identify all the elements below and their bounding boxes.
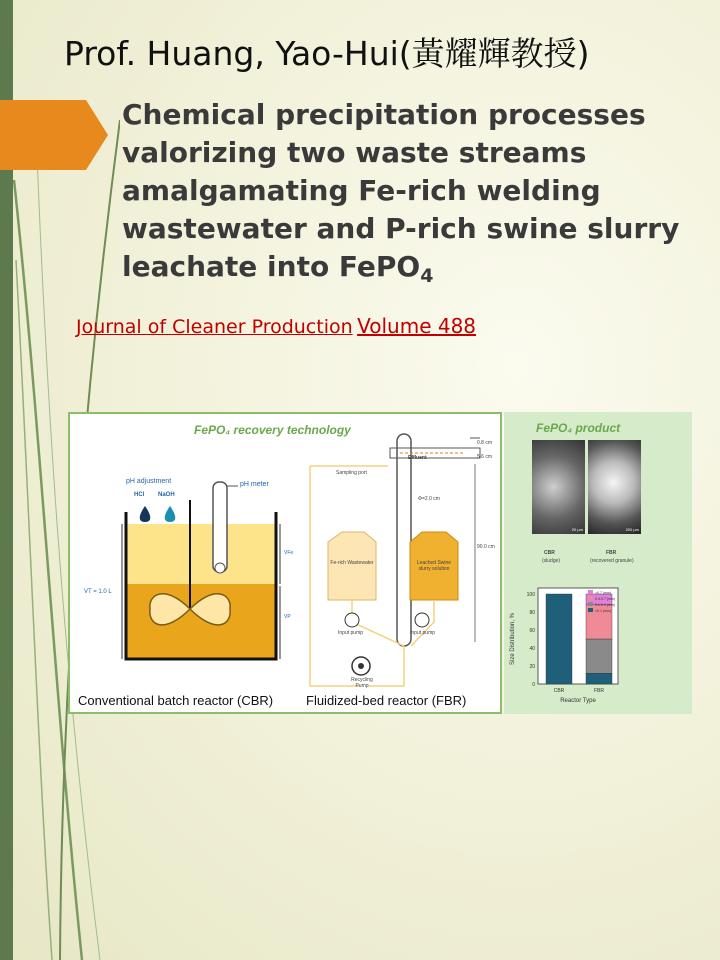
- bar-segment: [586, 639, 612, 673]
- journal-volume-link[interactable]: Volume 488: [357, 314, 477, 338]
- legend-label: <0.1 (mm): [595, 609, 612, 613]
- journal-reference: [76, 314, 476, 338]
- size-distribution-chart: [504, 572, 692, 712]
- naoh-label: NaOH: [158, 492, 175, 498]
- y-tick-label: 100: [526, 592, 535, 598]
- y-tick-label: 40: [529, 646, 535, 652]
- fbr-caption: Fluidized-bed reactor (FBR): [306, 693, 467, 708]
- legend-swatch: [588, 590, 593, 594]
- recovery-technology-panel: [68, 412, 502, 714]
- y-tick-label: 60: [529, 628, 535, 634]
- y-tick-label: 80: [529, 610, 535, 616]
- legend-label: >0.7 (mm): [595, 591, 612, 595]
- slide-title: Prof. Huang, Yao-Hui(黃耀輝教授): [64, 34, 590, 73]
- dim-2-label: 5.6 cm: [477, 454, 493, 460]
- sem-sub-cbr: (sludge): [542, 558, 561, 564]
- product-heading: FePO₄ product: [536, 421, 621, 435]
- legend-swatch: [588, 596, 593, 600]
- legend-swatch: [588, 608, 593, 612]
- y-tick-label: 20: [529, 664, 535, 670]
- effluent-label: Effluent: [408, 455, 427, 461]
- recovery-technology-heading: FePO₄ recovery technology: [194, 423, 351, 437]
- slide-subtitle: [122, 96, 702, 295]
- ph-meter-label: pH meter: [240, 481, 269, 488]
- dim-4-label: 90.0 cm: [477, 544, 495, 550]
- sem-image-cbr: [532, 440, 585, 534]
- sem-sub-fbr: (recovered granule): [590, 558, 634, 564]
- sem-scale-2: 200 μm: [625, 527, 639, 532]
- input-pump-2-label: Input pump: [410, 630, 436, 636]
- graphical-abstract: [68, 412, 692, 714]
- journal-name-link[interactable]: Journal of Cleaner Production: [76, 316, 353, 338]
- x-tick-label: CBR: [553, 688, 565, 694]
- sampling-port-label: Sampling port: [336, 470, 367, 476]
- bar-segment: [546, 594, 572, 684]
- sem-image-fbr: [588, 440, 641, 534]
- subtitle-text: Chemical precipitation processes valorizing two waste streams amalgamating Fe-rich welding wastewater and P-rich swine slurry leachate into FePO: [122, 98, 680, 283]
- input-pump-1-label: Input pump: [338, 630, 364, 636]
- legend-label: 0.4-0.7 (mm): [595, 597, 616, 601]
- orange-arrow-icon: [0, 100, 108, 170]
- v-t-label: VT = 1.0 L: [84, 589, 112, 595]
- hcl-label: HCl: [134, 492, 145, 498]
- product-panel: [504, 412, 692, 714]
- sem-scale-1: 20 μm: [571, 527, 583, 532]
- bar-segment: [586, 673, 612, 684]
- p-tank-label: Leached Swine slurry solution: [416, 560, 452, 572]
- y-tick-label: 0: [532, 682, 535, 688]
- x-axis-label: Reactor Type: [560, 698, 596, 704]
- dim-3-label: Φ=2.0 cm: [418, 496, 440, 502]
- recycling-pump-label: Recycling Pump: [351, 677, 373, 689]
- v-p-label: VP: [284, 614, 291, 620]
- dim-1-label: 0.8 cm: [477, 440, 493, 446]
- v-fe-label: VFe: [284, 550, 294, 556]
- legend-swatch: [588, 602, 593, 606]
- cbr-caption: Conventional batch reactor (CBR): [78, 693, 274, 708]
- x-tick-label: FBR: [594, 688, 604, 694]
- legend-label: 0.1-0.4 (mm): [595, 603, 616, 607]
- y-axis-label: Size Distribution, %: [510, 612, 516, 666]
- sem-label-cbr: CBR: [544, 550, 555, 556]
- subtitle-subscript: 4: [420, 265, 434, 287]
- fe-tank-label: Fe-rich Wastewater: [330, 560, 374, 566]
- sem-label-fbr: FBR: [606, 550, 617, 556]
- ph-adjustment-label: pH adjustment: [126, 478, 172, 485]
